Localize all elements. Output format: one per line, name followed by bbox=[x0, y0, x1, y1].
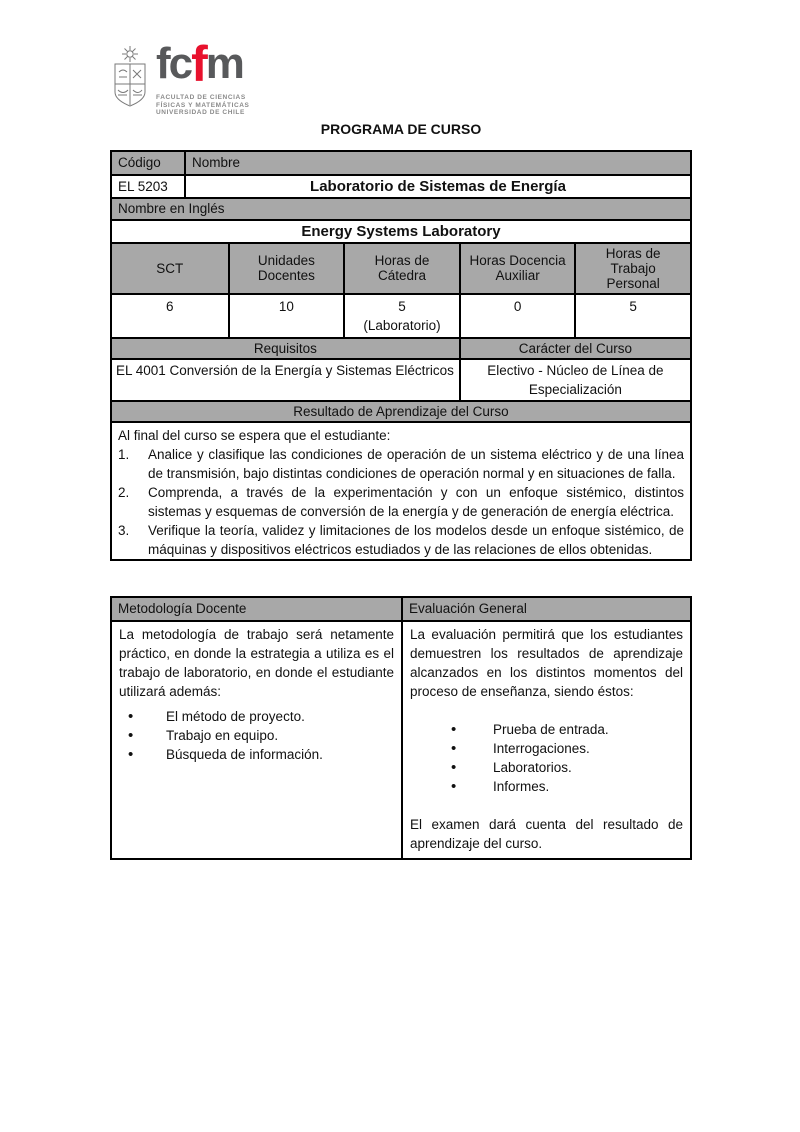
evaluacion-bullet-2-text: Interrogaciones. bbox=[493, 740, 590, 756]
caracter-value-cell bbox=[459, 360, 690, 400]
resultado-item-3-number: 3. bbox=[118, 522, 130, 538]
bullet-icon bbox=[451, 777, 493, 796]
requisitos-value-row bbox=[112, 358, 690, 400]
bullet-icon bbox=[128, 726, 166, 745]
caption-line-3: UNIVERSIDAD DE CHILE bbox=[156, 109, 245, 116]
methodology-evaluation-header-row bbox=[112, 598, 690, 620]
metodologia-bullet-list bbox=[112, 707, 401, 764]
credits-value-row bbox=[112, 293, 690, 337]
metodologia-header-cell: Metodología Docente bbox=[112, 598, 401, 620]
bullet-icon bbox=[128, 707, 166, 726]
metodologia-intro: La metodología de trabajo será netamente práctico, en donde la estrategia a utiliza es el trabajo de laboratorio, en donde el estudiante utilizará además: bbox=[119, 626, 394, 699]
metodologia-bullet-2 bbox=[112, 726, 401, 745]
resultado-intro: Al final del curso se espera que el estudiante: bbox=[118, 427, 391, 443]
caption-line-2: FÍSICAS Y MATEMÁTICAS bbox=[156, 101, 250, 109]
evaluacion-closing: El examen dará cuenta del resultado de aprendizaje del curso. bbox=[410, 816, 683, 851]
bullet-icon bbox=[451, 720, 493, 739]
fcfm-logo bbox=[110, 36, 692, 117]
university-crest-icon bbox=[110, 44, 150, 108]
english-name-header-row bbox=[112, 197, 690, 219]
bullet-icon bbox=[128, 745, 166, 764]
resultado-item-2 bbox=[112, 483, 690, 521]
code-name-header-row bbox=[112, 152, 690, 174]
horas-catedra-value: 5 bbox=[398, 298, 406, 314]
horas-docencia-header-cell: Horas Docencia Auxiliar bbox=[459, 244, 575, 293]
fcfm-wordmark bbox=[156, 36, 250, 92]
resultado-item-1-number: 1. bbox=[118, 446, 130, 462]
document-content bbox=[110, 0, 692, 860]
horas-docencia-value: 0 bbox=[513, 298, 522, 314]
evaluacion-bullet-2 bbox=[403, 739, 690, 758]
resultado-content-row bbox=[112, 421, 690, 559]
resultado-content-cell bbox=[112, 423, 690, 559]
requisitos-value: EL 4001 Conversión de la Energía y Sistemas Eléctricos bbox=[116, 362, 454, 378]
metodologia-bullet-3 bbox=[112, 745, 401, 764]
evaluacion-header-cell: Evaluación General bbox=[401, 598, 690, 620]
resultado-item-2-text: Comprenda, a través de la experimentación y con un enfoque sistémico, distintos sistemas y esquemas de conversión de la energía y de generación de energía eléctrica. bbox=[148, 484, 684, 519]
caracter-value: Electivo - Núcleo de Línea de Especialización bbox=[487, 362, 664, 397]
sct-header-cell: SCT bbox=[112, 244, 228, 293]
credits-header-row bbox=[112, 242, 690, 293]
horas-trabajo-value: 5 bbox=[629, 298, 637, 314]
metodologia-content-cell bbox=[112, 622, 401, 858]
requisitos-header-cell: Requisitos bbox=[112, 339, 459, 358]
evaluacion-content-cell bbox=[401, 622, 690, 858]
evaluacion-intro: La evaluación permitirá que los estudiantes demuestren los resultados de aprendizaje alcanzados en los distintos momentos del proceso de enseñanza, siendo éstos: bbox=[410, 626, 683, 699]
nombre-ingles-header-cell: Nombre en Inglés bbox=[112, 199, 690, 219]
unidades-docentes-header-cell: Unidades Docentes bbox=[228, 244, 344, 293]
resultado-item-1-text: Analice y clasifique las condiciones de operación de un sistema eléctrico y de una línea de transmisión, bajo distintas condiciones de operación normal y en situaciones de falla. bbox=[148, 446, 684, 481]
evaluacion-bullet-1 bbox=[403, 720, 690, 739]
methodology-evaluation-table bbox=[110, 596, 692, 860]
course-info-table bbox=[110, 150, 692, 561]
resultado-header-row bbox=[112, 400, 690, 421]
requisitos-header-row bbox=[112, 337, 690, 358]
wordmark-m: m bbox=[205, 39, 243, 88]
wordmark-fc: fc bbox=[156, 39, 192, 88]
evaluacion-bullet-list bbox=[403, 720, 690, 796]
resultado-item-2-number: 2. bbox=[118, 484, 130, 500]
horas-trabajo-header-cell: Horas de Trabajo Personal bbox=[574, 244, 690, 293]
nombre-header-cell: Nombre bbox=[184, 152, 690, 174]
metodologia-bullet-1-text: El método de proyecto. bbox=[166, 708, 305, 724]
faculty-caption bbox=[156, 94, 250, 117]
methodology-evaluation-content-row bbox=[112, 620, 690, 858]
horas-catedra-value-cell bbox=[343, 295, 459, 337]
horas-catedra-value-note: (Laboratorio) bbox=[363, 317, 441, 333]
metodologia-bullet-1 bbox=[112, 707, 401, 726]
sct-value-cell bbox=[112, 295, 228, 337]
english-name-value-row bbox=[112, 219, 690, 242]
code-name-value-row bbox=[112, 174, 690, 197]
bullet-icon bbox=[451, 739, 493, 758]
horas-trabajo-value-cell bbox=[574, 295, 690, 337]
evaluacion-bullet-4-text: Informes. bbox=[493, 778, 550, 794]
sct-value: 6 bbox=[166, 298, 174, 314]
evaluacion-bullet-4 bbox=[403, 777, 690, 796]
resultado-item-3 bbox=[112, 521, 690, 559]
evaluacion-bullet-3-text: Laboratorios. bbox=[493, 759, 572, 775]
codigo-header-cell: Código bbox=[112, 152, 184, 174]
evaluacion-bullet-1-text: Prueba de entrada. bbox=[493, 721, 609, 737]
resultado-header-cell: Resultado de Aprendizaje del Curso bbox=[112, 402, 690, 421]
metodologia-bullet-2-text: Trabajo en equipo. bbox=[166, 727, 279, 743]
english-name-cell: Energy Systems Laboratory bbox=[301, 222, 501, 240]
metodologia-bullet-3-text: Búsqueda de información. bbox=[166, 746, 323, 762]
course-name-cell: Laboratorio de Sistemas de Energía bbox=[184, 176, 690, 197]
bullet-icon bbox=[451, 758, 493, 777]
caption-line-1: FACULTAD DE CIENCIAS bbox=[156, 94, 246, 101]
unidades-docentes-value-cell bbox=[228, 295, 344, 337]
resultado-item-1 bbox=[112, 445, 690, 483]
codigo-value-cell: EL 5203 bbox=[118, 178, 168, 194]
evaluacion-bullet-3 bbox=[403, 758, 690, 777]
horas-catedra-header-cell: Horas de Cátedra bbox=[343, 244, 459, 293]
unidades-docentes-value: 10 bbox=[278, 298, 294, 314]
page-title: PROGRAMA DE CURSO bbox=[320, 120, 482, 137]
horas-docencia-value-cell bbox=[459, 295, 575, 337]
resultado-item-3-text: Verifique la teoría, validez y limitaciones de los modelos desde un enfoque sistémico, de máquinas y dispositivos eléctricos estudiados y de las relaciones de ellos obtenidas. bbox=[148, 522, 684, 557]
caracter-header-cell: Carácter del Curso bbox=[459, 339, 690, 358]
fcfm-wordmark-block bbox=[156, 36, 250, 117]
wordmark-red-f: f bbox=[191, 36, 206, 92]
requisitos-value-cell bbox=[112, 360, 459, 400]
